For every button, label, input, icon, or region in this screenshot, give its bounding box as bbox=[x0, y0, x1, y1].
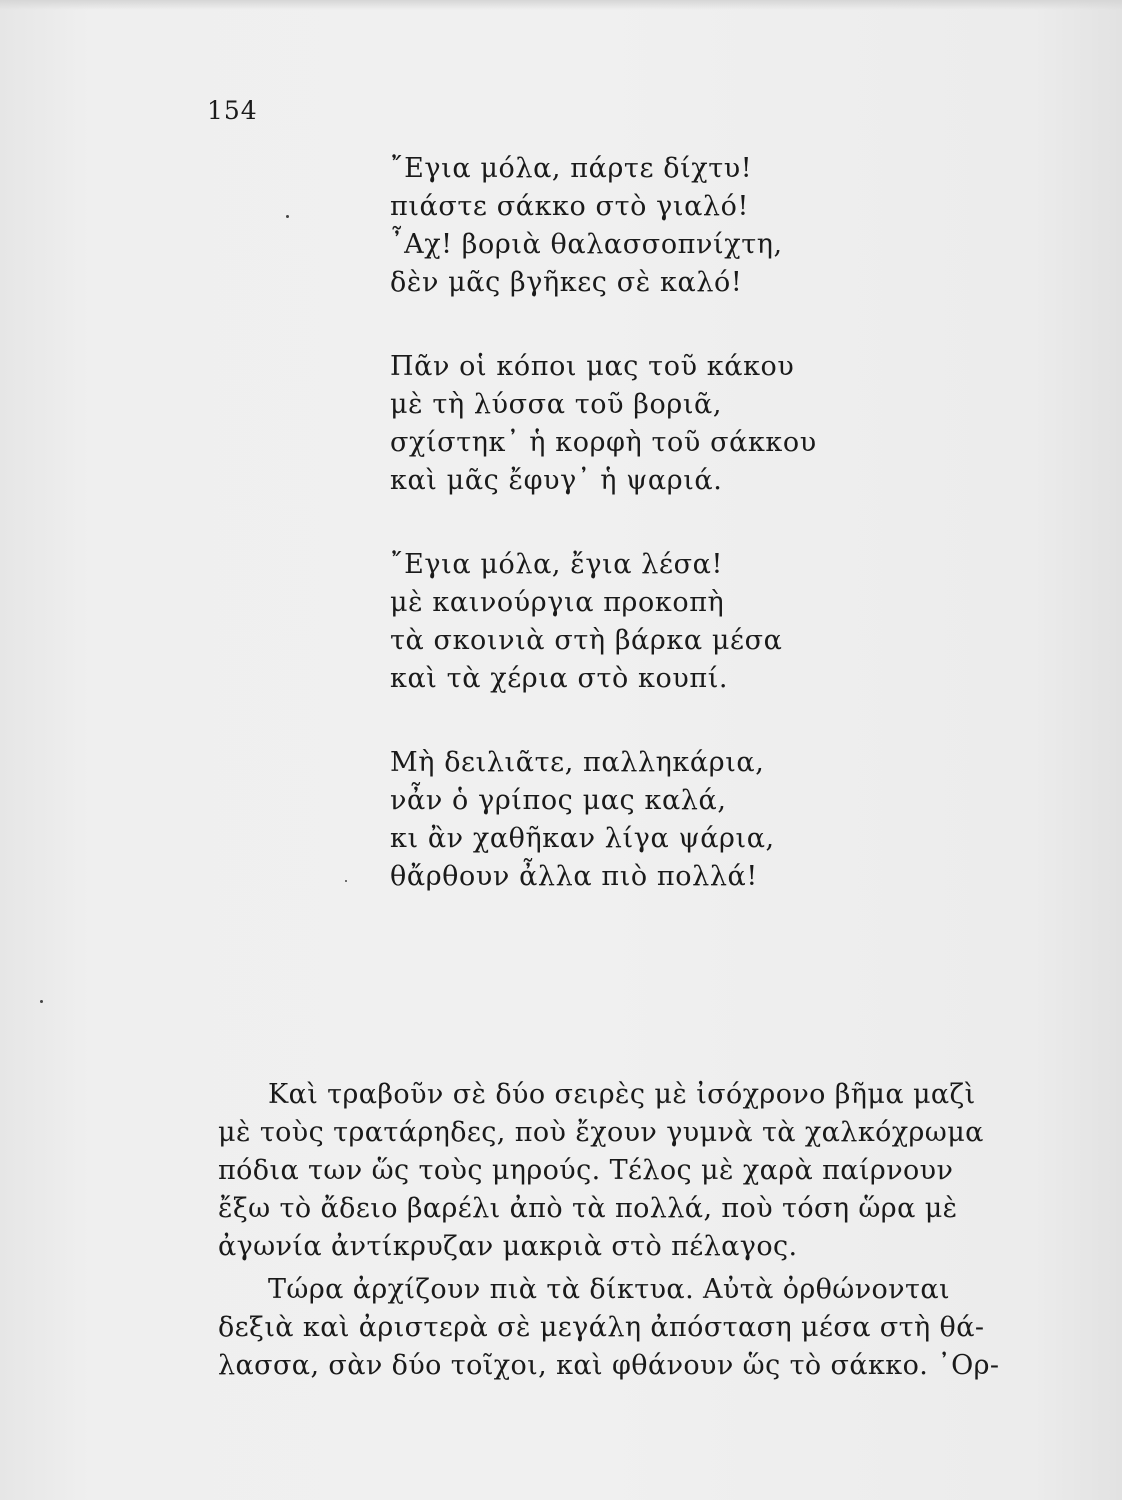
prose-line: ἀγωνία ἀντίκρυζαν μακριὰ στὸ πέλαγος. bbox=[218, 1231, 798, 1262]
verse-line: τὰ σκοινιὰ στὴ βάρκα μέσα bbox=[390, 625, 783, 656]
prose-line: Καὶ τραβοῦν σὲ δύο σειρὲς μὲ ἰσόχρονο βῆμα μαζὶ bbox=[268, 1079, 976, 1110]
verse-line: σχίστηκ᾽ ἡ κορφὴ τοῦ σάκκου bbox=[390, 427, 817, 458]
page-top-edge bbox=[0, 0, 1122, 10]
verse-line: κι ἂν χαθῆκαν λίγα ψάρια, bbox=[390, 823, 775, 854]
stanza bbox=[390, 546, 890, 698]
page-number: 154 bbox=[207, 96, 258, 125]
stanza bbox=[390, 150, 890, 302]
stanza bbox=[390, 348, 890, 500]
verse-line: Μὴ δειλιᾶτε, παλληκάρια, bbox=[390, 747, 765, 778]
verse-line: ῏Αχ! βοριὰ θαλασσοπνίχτη, bbox=[390, 229, 783, 260]
paragraph bbox=[218, 1076, 984, 1266]
print-speck bbox=[40, 1000, 43, 1003]
prose-line: μὲ τοὺς τρατάρηδες, ποὺ ἔχουν γυμνὰ τὰ χαλκόχρωμα bbox=[218, 1117, 984, 1148]
verse-line: ῎Εγια μόλα, πάρτε δίχτυ! bbox=[390, 153, 753, 184]
verse-line: καὶ μᾶς ἔφυγ᾽ ἡ ψαριά. bbox=[390, 465, 723, 496]
prose-line: ἔξω τὸ ἄδειο βαρέλι ἀπὸ τὰ πολλά, ποὺ τόση ὥρα μὲ bbox=[218, 1193, 958, 1224]
prose-text bbox=[218, 1076, 1000, 1390]
verse-line: Πᾶν οἱ κόποι μας τοῦ κάκου bbox=[390, 351, 795, 382]
verse-line: πιάστε σάκκο στὸ γιαλό! bbox=[390, 191, 749, 222]
prose-line: Τώρα ἀρχίζουν πιὰ τὰ δίκτυα. Αὐτὰ ὀρθώνονται bbox=[268, 1274, 950, 1305]
print-speck bbox=[286, 215, 289, 218]
verse-line: νἆν ὁ γρίπος μας καλά, bbox=[390, 785, 727, 816]
prose-line: δεξιὰ καὶ ἀριστερὰ σὲ μεγάλη ἀπόσταση μέσα στὴ θά- bbox=[218, 1312, 985, 1343]
verse-line: δὲν μᾶς βγῆκες σὲ καλό! bbox=[390, 267, 743, 298]
prose-line: πόδια των ὥς τοὺς μηρούς. Τέλος μὲ χαρὰ παίρνουν bbox=[218, 1155, 954, 1186]
verse-line: μὲ τὴ λύσσα τοῦ βοριᾶ, bbox=[390, 389, 723, 420]
print-speck bbox=[345, 880, 347, 882]
stanza bbox=[390, 744, 890, 896]
poem bbox=[390, 150, 890, 942]
verse-line: ῎Εγια μόλα, ἔγια λέσα! bbox=[390, 549, 723, 580]
prose-line: λασσα, σὰν δύο τοῖχοι, καὶ φθάνουν ὥς τὸ σάκκο. ᾿Ορ- bbox=[218, 1350, 1000, 1381]
verse-line: καὶ τὰ χέρια στὸ κουπί. bbox=[390, 663, 729, 694]
verse-line: μὲ καινούργια προκοπὴ bbox=[390, 587, 725, 618]
verse-line: θἄρθουν ἆλλα πιὸ πολλά! bbox=[390, 861, 758, 892]
paragraph bbox=[218, 1271, 1000, 1385]
